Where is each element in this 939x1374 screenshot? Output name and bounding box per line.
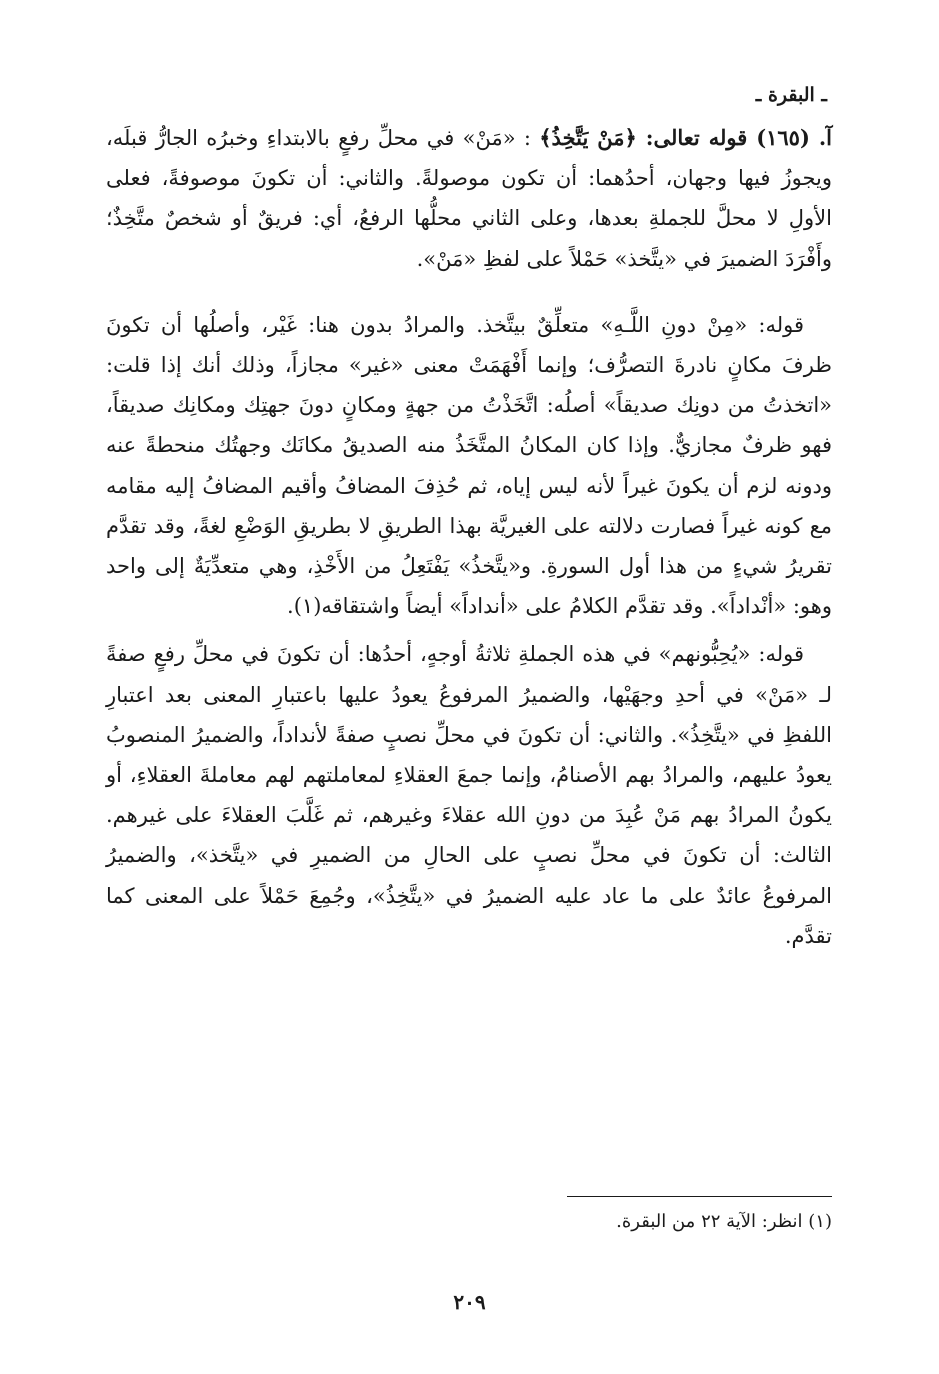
paragraph-text: قوله: «يُحِبُّونهم» في هذه الجملةِ ثلاثةُ أوجهٍ، أحدُها: أن تكونَ في محلِّ رفعٍ صفةً لـ «مَنْ» في أحدِ وجهَيْها، والضميرُ المرفوعُ يعودُ عليها باعتبارِ المعنى بعد اعتبارِ اللفظِ في «يتَّخِذُ». والثاني: أن تكونَ في محلِّ نصبٍ صفةً لأنداداً، والضميرُ المنصوبُ يعودُ عليهم، والمرادُ بهم الأصنامُ، وإنما جمعَ العقلاءِ لمعاملتهم لهم معاملةَ العقلاءِ، أو يكونُ المرادُ بهم مَنْ عُبِدَ من دونِ الله عقلاءَ وغيرهم، ثم غَلَّبَ العقلاءَ على غيرهم. الثالث: أن تكونَ في محلِّ نصبٍ على الحالِ من الضميرِ في «يتَّخذ»، والضميرُ المرفوعُ عائدٌ على ما عاد عليه الضميرُ في «يتَّخِذُ»، وجُمِعَ حَمْلاً على المعنى كما تقدَّم. <box>106 642 832 948</box>
footnote-divider <box>567 1196 832 1197</box>
paragraph-verse-165 <box>106 118 832 279</box>
footnote: (١) انظر: الآية ٢٢ من البقرة. <box>616 1211 832 1232</box>
running-header: ـ البقرة ـ <box>755 84 827 106</box>
paragraph-text: قوله: «مِنْ دونِ اللَّـهِ» متعلِّقٌ بيتَّخذ. والمرادُ بدون هنا: غَيْر، وأصلُها أن تكونَ ظرفَ مكانٍ نادرةَ التصرُّف؛ وإنما أَفْهَمَتْ معنى «غير» مجازاً، وذلك أنك إذا قلت: «اتخذتُ من دونِك صديقاً» أصلُه: اتَّخَذْتُ من جهةٍ ومكانٍ دونَ جهتِك ومكانِك صديقاً، فهو ظرفٌ مجازيٌّ. وإذا كان المكانُ المتَّخَذُ منه الصديقُ مكانَك وجهتُك منحطةً عنه ودونه لزم أن يكونَ غيراً لأنه ليس إياه، ثم حُذِفَ المضافُ وأقيم المضافُ إليه مقامه مع كونه غيراً فصارت دلالته على الغيريَّة بهذا الطريقِ لا بطريقِ الوَضْعِ لغةً، وقد تقدَّم تقريرُ شيءٍ من هذا أول السورةِ. و«يتَّخذُ» يَفْتَعِلُ من الأَخْذِ، وهي متعدِّيَةٌ إلى واحد وهو: «أنْداداً». وقد تقدَّم الكلامُ على «أنداداً» أيضاً واشتقاقه(١). <box>106 312 832 619</box>
paragraph-min-dun-allah <box>106 305 832 627</box>
paragraph-yuhibbunahum <box>106 634 832 956</box>
verse-lead: آ. (١٦٥) قوله تعالى: ﴿مَنْ يَتَّخِذُ﴾ <box>539 125 832 150</box>
paragraph-text: : «مَنْ» في محلِّ رفعٍ بالابتداءِ وخبرُه الجارُّ قبلَه، ويجوزُ فيها وجهان، أحدُهما: أن تكون موصولةً. والثاني: أن تكونَ موصوفةً، فعلى الأولِ لا محلَّ للجملةِ بعدها، وعلى الثاني محلُّها الرفعُ، أي: فريقٌ أو شخصٌ متَّخِذٌ؛ وأَفْرَدَ الضميرَ في «يتَّخذ» حَمْلاً على لفظِ «مَنْ». <box>106 126 832 271</box>
body-text <box>106 118 832 956</box>
page-number: ٢٠٩ <box>453 1290 486 1314</box>
